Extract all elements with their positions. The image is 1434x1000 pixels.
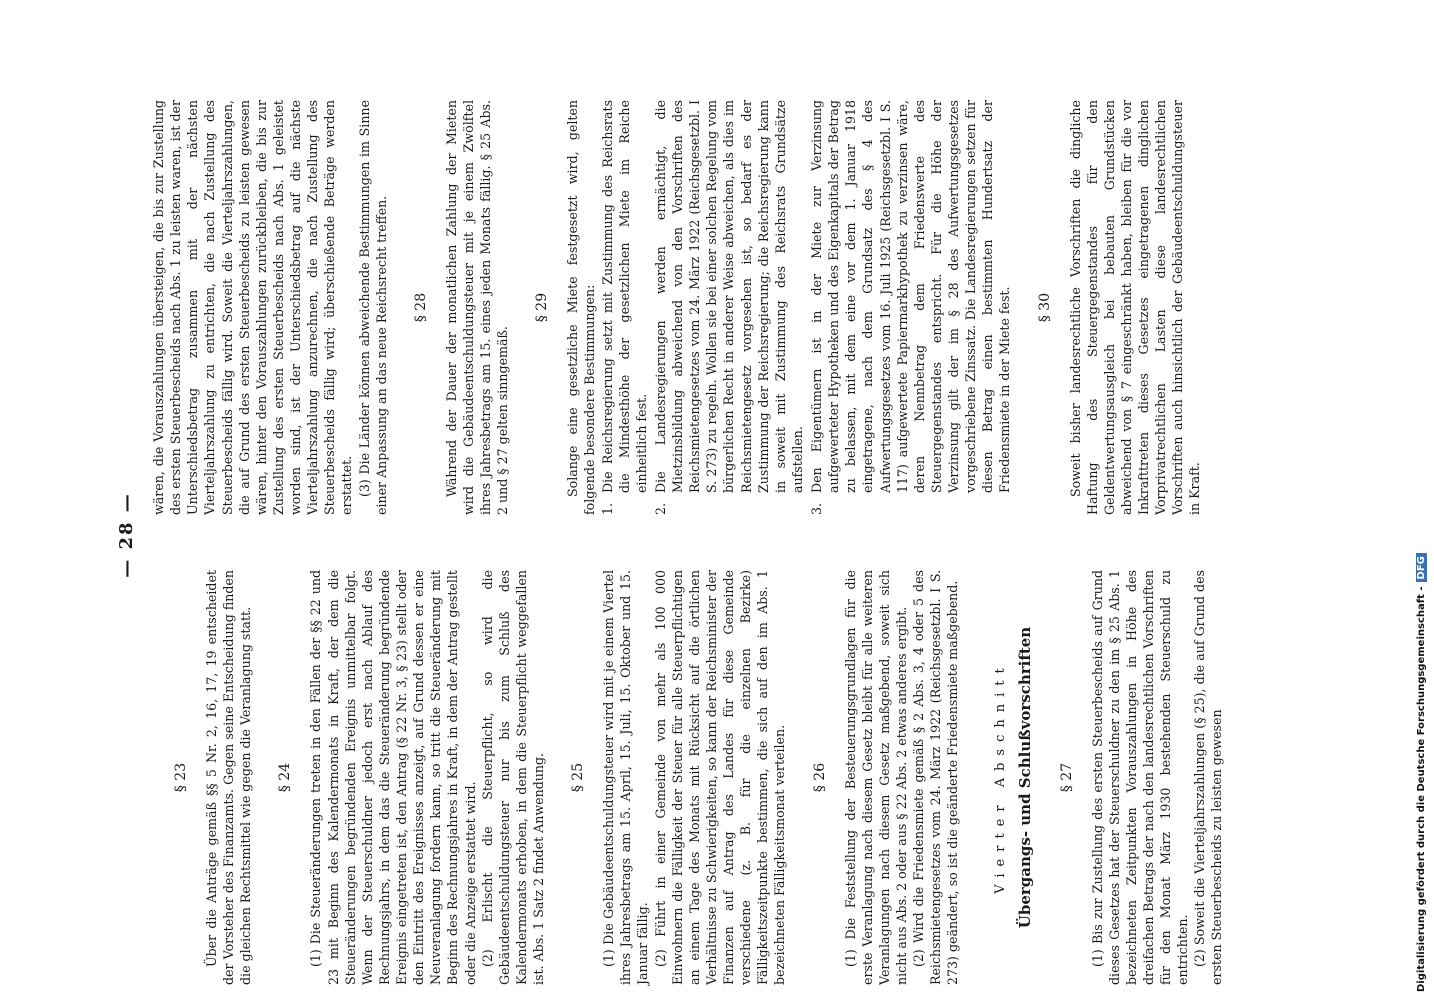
rotated-page-content — [110, 85, 1410, 985]
paragraph: (2) Führt in einer Gemeinde von mehr als 100 000 Einwohnern die Fälligkeit der Steuer für alle Steuerpflichtigen an einem Tage des Monats mit Rücksicht auf die örtlichen Verhältnisse zu Schwierigkeiten, so kann der Reichsminister der Finanzen auf Antrag des Landes für diese Gemeinde verschiedene (z. B. für die einzelnen Bezirke) Fälligkeitszeitpunkte bestimmen, die sich auf den im Abs. 1 bezeichneten Fälligkeitsmonat verteilen. — [652, 570, 788, 985]
left-text-column — [150, 570, 1226, 985]
list-text: Den Eigentümern ist in der Miete zur Verzinsung aufgewerteter Hypotheken und des Eigenkapitals der Betrag zu belassen, mit dem eine vor dem 1. Januar 1918 eingetragene, nach dem Grundsatz des § 4 des Aufwertungsgesetzes vom 16. Juli 1925 (Reichsgesetzbl. I S. 117) aufgewertete Papiermarkhypothek zu verzinsen wäre, deren Nennbetrag dem Friedenswerte des Steuergegenstandes entspricht. Für die Höhe der Verzinsung gilt der im § 28 des Aufwertungsgesetzes vorgeschriebene Zinssatz. Die Landesregierungen setzen für diesen Betrag einen bestimmten Hundertsatz der Friedensmiete in der Miete fest. — [809, 100, 1013, 493]
list-text: Die Reichsregierung setzt mit Zustimmung des Reichsrats die Mindesthöhe der gesetzlichen Miete im Reiche einheitlich fest. — [599, 100, 649, 493]
list-item — [599, 100, 650, 515]
section-number: § 26 — [811, 762, 828, 793]
paragraph: (2) Erlischt die Steuerpflicht, so wird die Gebäudeentschuldungsteuer nur bis zum Schluß des Kalendermonats erhoben, in dem die Steuerpflicht weggefallen ist. Abs. 1 Satz 2 findet Anwendung. — [479, 570, 547, 985]
paragraph: wären, die Vorauszahlungen übersteigen, die bis zur Zustellung des ersten Steuerbescheids nach Abs. 1 zu leisten waren, ist der Unterschiedsbetrag zusammen mit der nächsten Vierteljahrszahlung zu entrichten, die nach Zustellung des Steuerbescheids fällig wird. Soweit die Vierteljahrszahlungen, die auf Grund des ersten Steuerbescheids zu leisten gewesen wären, hinter den Vorauszahlungen zurückbleiben, die bis zur Zustellung des ersten Steuerbescheids nach Abs. 1 geleistet worden sind, ist der Unterschiedsbetrag auf die nächste Vierteljahrszahlung anzurechnen, die nach Zustellung des Steuerbescheids fällig wird; überschießende Beträge werden erstattet. — [151, 100, 355, 515]
paragraph: Während der Dauer der monatlichen Zahlung der Mieten wird die Gebäudeentschuldungsteuer mit je einem Zwölftel ihres Jahresbetrags am 15. eines jeden Monats fällig. § 25 Abs. 2 und § 27 gelten sinngemäß. — [443, 100, 511, 515]
section-number: § 28 — [412, 292, 429, 323]
list-item — [652, 100, 806, 515]
section-number: § 30 — [1036, 292, 1053, 323]
list-text: Die Landesregierungen werden ermächtigt, die Mietzinsbildung abweichend von den Vorschriften des Reichsmietengesetzes vom 24. März 1922 (Reichsgesetzbl. I S. 273) zu regeln. Wollen sie bei einer solchen Regelung vom bürgerlichen Recht in anderer Weise abweichen, als dies im Reichsmietengesetz vorgesehen ist, so bedarf es der Zustimmung der Reichsregierung; die Reichsregierung kann in soweit mit Zustimmung des Reichsrats Grundsätze aufstellen. — [652, 100, 805, 493]
paragraph: (3) Die Länder können abweichende Bestimmungen im Sinne einer Anpassung an das neue Reichsrecht treffen. — [356, 100, 389, 515]
part-title: Übergangs- und Schlußvorschriften — [1016, 626, 1035, 929]
section-number: § 25 — [570, 762, 587, 793]
paragraph: (1) Die Feststellung der Besteuerungsgrundlagen für die erste Veranlagung nach diesem Gesetz bleibt für alle weiteren Veranlagungen nach diesem Gesetz maßgebend, soweit sich nicht aus Abs. 2 oder aus § 22 Abs. 2 etwas anderes ergibt. — [842, 570, 909, 985]
paragraph: Solange eine gesetzliche Miete festgesetzt wird, gelten folgende besondere Bestimmungen: — [565, 100, 598, 515]
paragraph: Soweit bisher landesrechtliche Vorschriften die dingliche Haftung des Steuergegenstandes für den Geldentwertungsausgleich bei bebauten Grundstücken abweichend von § 7 eingeschränkt haben, bleiben für die vor Inkrafttreten dieses Gesetzes eingetragenen dinglichen Vorprivatrechtlichen Lasten diese landesrechtlichen Vorschriften auch hinsichtlich der Gebäudeentschuldungsteuer in Kraft. — [1067, 100, 1203, 515]
paragraph: (1) Die Steueränderungen treten in den Fällen der §§ 22 und 23 mit Beginn des Kalendermonats in Kraft, der dem die Steueränderungen begründenden Ereignis unmittelbar folgt. Wenn der Steuerschuldner jedoch erst nach Ablauf des Rechnungsjahrs, in dem das die Steueränderung begründende Ereignis eingetreten ist, den Antrag (§ 22 Nr. 3, § 23) stellt oder den Eintritt des Ereignisses anzeigt, auf Grund dessen er eine Neuveranlagung fordern kann, so tritt die Steueränderung mit Beginn des Rechnungsjahres in Kraft, in dem der Antrag gestellt oder die Anzeige erstattet wird. — [308, 570, 478, 985]
dfg-logo: DFG — [1416, 553, 1427, 582]
paragraph: Über die Anträge gemäß §§ 5 Nr. 2, 16, 17, 19 entscheidet der Vorsteher des Finanzamts. Gegen seine Entscheidung finden die gleichen Rechtsmittel wie gegen die Veranlagung statt. — [204, 570, 254, 985]
section-number: § 27 — [1058, 762, 1075, 793]
section-number: § 29 — [534, 292, 551, 323]
page-number: — 28 — — [116, 492, 137, 578]
paragraph: (1) Die Gebäudeentschuldungsteuer wird mit je einem Viertel ihres Jahresbetrags am 15. April, 15. Juli, 15. Oktober und 15. Januar fällig. — [601, 570, 651, 985]
list-number: 1. — [599, 502, 615, 515]
list-number: 2. — [652, 502, 668, 515]
section-number: § 24 — [277, 762, 294, 793]
right-text-column — [150, 100, 1204, 515]
paragraph: (1) Bis zur Zustellung des ersten Steuerbescheids auf Grund dieses Gesetzes hat der Steuerschuldner zu den im § 25 Abs. 1 bezeichneten Zeitpunkten Vorauszahlungen in Höhe des dreifachen Betrags der nach den landesrechtlichen Vorschriften für den Monat März 1930 bestehenden Steuerschuld zu entrichten. — [1089, 570, 1191, 985]
list-item — [808, 100, 1014, 515]
paragraph: (2) Soweit die Vierteljahrszahlungen (§ 25), die auf Grund des ersten Steuerbescheids zu leisten gewesen — [1192, 570, 1225, 985]
part-heading: Vierter Abschnitt — [992, 661, 1008, 894]
paragraph: (2) Wird die Friedensmiete gemäß § 2 Abs. 3, 4 oder 5 des Reichsmietengesetzes vom 24. März 1922 (Reichsgesetzbl. I S. 273) geändert, so ist die geänderte Friedensmiete maßgebend. — [911, 570, 961, 985]
digitization-credit — [1416, 12, 1432, 992]
section-number: § 23 — [173, 762, 189, 793]
list-number: 3. — [809, 502, 825, 515]
credit-text: Digitalisierung gefördert durch die Deutsche Forschungsgemeinschaft - — [1416, 586, 1427, 992]
